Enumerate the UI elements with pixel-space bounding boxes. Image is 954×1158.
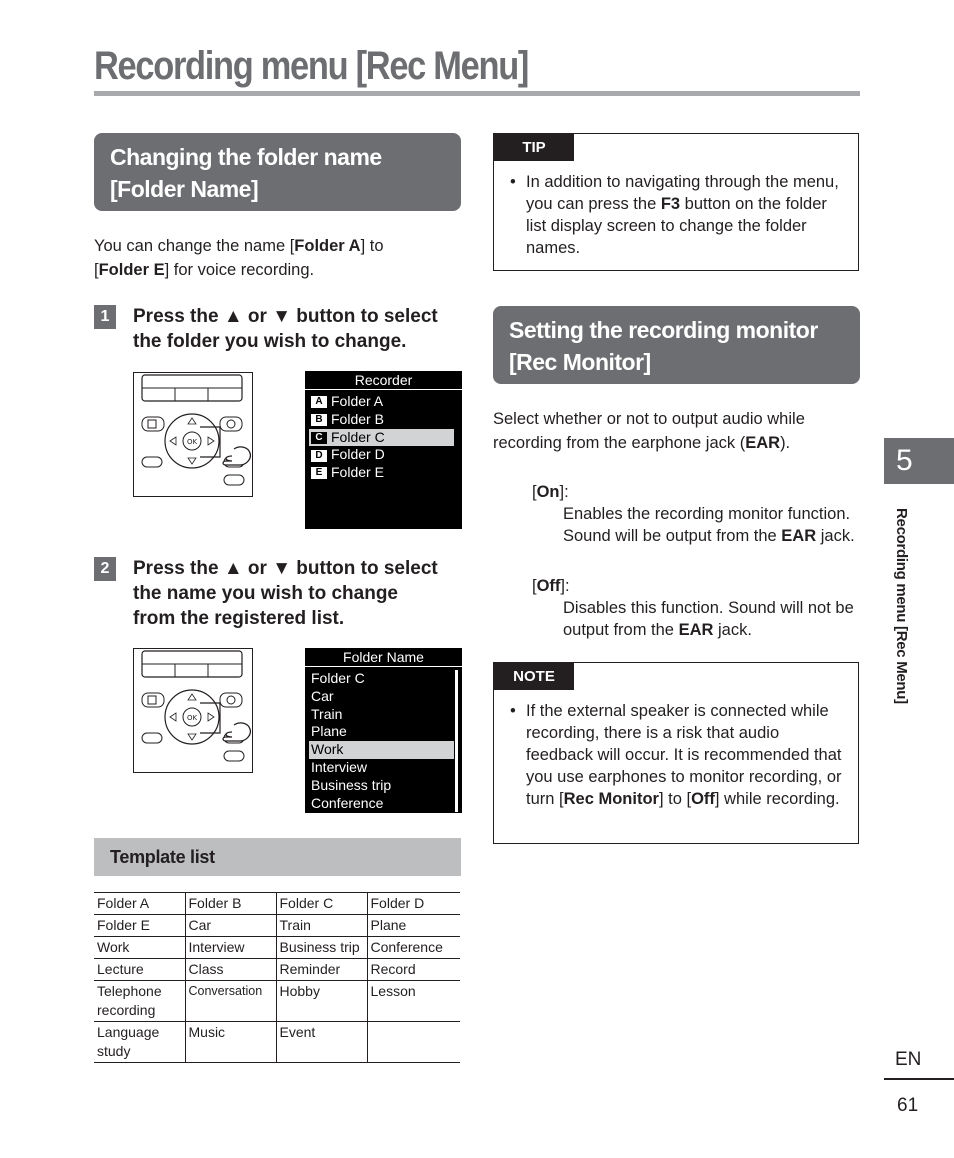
tip-text-part: In addition to navigating through the menu, you can press the (526, 173, 839, 213)
desc-bold-ear: EAR (678, 621, 714, 639)
step-text-part: button to select (291, 306, 438, 327)
intro-text: You can change the name [ (94, 237, 295, 255)
option-off-label (532, 575, 570, 597)
bullet: • (510, 173, 516, 191)
folder-list-item[interactable] (305, 393, 462, 411)
step-text-part: the name you wish to change (133, 583, 398, 604)
folder-list-label: Folder E (331, 464, 384, 481)
intro-text: ] for voice recording. (164, 261, 315, 279)
section-heading-line1: Changing the folder name (110, 144, 382, 170)
bracket: [ (532, 483, 537, 501)
table-cell: Folder A (94, 893, 185, 915)
up-arrow-icon: ▲ (223, 306, 243, 327)
folder-letter-icon: B (311, 414, 327, 426)
table-cell: Business trip (276, 937, 367, 959)
folder-list-item[interactable] (305, 446, 462, 464)
intro-text: [ (94, 261, 99, 279)
table-cell: Event (276, 1022, 367, 1063)
device-illustration (133, 648, 253, 773)
chapter-tab: 5 (884, 438, 954, 484)
name-list-item[interactable] (305, 723, 462, 741)
table-cell: Lecture (94, 959, 185, 981)
rec-monitor-intro (493, 407, 858, 455)
table-cell (367, 1022, 460, 1063)
name-list-label: Interview (311, 758, 368, 775)
intro-bold-folder-a: Folder A (294, 237, 361, 255)
note-box (493, 662, 859, 844)
table-cell: Folder E (94, 915, 185, 937)
folder-list (305, 390, 462, 482)
ok-label: OK (186, 714, 198, 722)
section-heading-line1: Setting the recording monitor (509, 317, 818, 343)
desc-text: Disables this function. Sound will not be output from the (563, 599, 854, 639)
intro-bold-ear: EAR (745, 434, 781, 452)
note-text-part: If the external speaker is connected while recording, there is a risk that audio feedback will occur. It is recommended that you use earphones to monitor recording, or turn [ (526, 702, 842, 808)
note-text (526, 700, 844, 810)
table-cell: Plane (367, 915, 460, 937)
folder-list-item[interactable] (305, 411, 462, 429)
folder-list-label: Folder C (331, 428, 385, 445)
folder-list-item[interactable] (309, 429, 454, 447)
name-list-item[interactable] (305, 759, 462, 777)
step-2-number: 2 (94, 557, 116, 581)
option-on-label (532, 481, 569, 503)
step-text-part: or (242, 306, 273, 327)
folder-name-intro (94, 234, 464, 282)
intro-text: ). (780, 434, 791, 452)
title-rule (94, 91, 860, 96)
down-arrow-icon: ▼ (272, 306, 292, 327)
up-arrow-icon: ▲ (223, 558, 243, 579)
folder-list-label: Folder B (331, 410, 384, 427)
name-list-label: Plane (311, 723, 347, 740)
table-cell: Conversation (185, 981, 276, 1022)
note-text-part: ] while recording. (714, 790, 840, 808)
table-cell: Interview (185, 937, 276, 959)
folder-letter-icon: A (311, 396, 327, 408)
recorder-buttons-icon (134, 373, 251, 495)
template-list-table (94, 892, 460, 1063)
option-off-description (563, 597, 863, 641)
note-bold-rec-monitor: Rec Monitor (563, 790, 659, 808)
tip-tag: TIP (494, 134, 574, 161)
table-cell: Conference (367, 937, 460, 959)
ok-label: OK (186, 438, 198, 446)
bracket: ]: (559, 483, 569, 501)
language-label: EN (895, 1049, 922, 1070)
tip-bold-f3: F3 (660, 195, 681, 213)
table-cell: Hobby (276, 981, 367, 1022)
step-2-text (133, 556, 473, 631)
name-list (305, 667, 462, 812)
table-cell: Class (185, 959, 276, 981)
table-cell: Lesson (367, 981, 460, 1022)
bracket: [ (532, 577, 537, 595)
name-list-item[interactable] (305, 795, 462, 813)
name-list-item[interactable] (305, 670, 462, 688)
table-cell: Telephone recording (94, 981, 185, 1022)
folder-list-label: Folder A (331, 393, 384, 409)
name-list-label: Car (311, 687, 334, 704)
name-list-label: Folder C (311, 670, 365, 686)
table-cell: Folder D (367, 893, 460, 915)
device-illustration (133, 372, 253, 497)
folder-name-screen (305, 648, 462, 813)
option-on-name: On (536, 483, 560, 501)
table-row (94, 937, 460, 959)
name-list-item[interactable] (305, 706, 462, 724)
name-list-label: Train (311, 705, 343, 722)
tip-text-part: button on the folder list display screen to change the folder names. (526, 195, 827, 257)
name-list-label: Business trip (311, 776, 392, 793)
name-list-item[interactable] (309, 741, 454, 759)
folder-list-label: Folder D (331, 446, 385, 463)
table-cell: Record (367, 959, 460, 981)
chapter-label: Recording menu [Rec Menu] (893, 508, 910, 704)
step-text-part: or (242, 558, 273, 579)
step-text-part: the folder you wish to change. (133, 331, 407, 352)
name-list-label: Conference (311, 794, 384, 811)
option-on-description (563, 503, 859, 547)
page-title: Recording menu [Rec Menu] (94, 44, 529, 88)
note-tag: NOTE (494, 663, 574, 690)
bracket: ]: (560, 577, 570, 595)
down-arrow-icon: ▼ (272, 558, 292, 579)
scrollbar[interactable] (455, 670, 458, 812)
tip-text (526, 171, 844, 259)
recorder-screen (305, 371, 462, 529)
section-heading-line2: [Folder Name] (110, 176, 259, 202)
desc-text: jack. (713, 621, 752, 639)
table-cell: Train (276, 915, 367, 937)
intro-bold-folder-e: Folder E (98, 261, 165, 279)
table-row (94, 1022, 460, 1063)
table-row (94, 893, 460, 915)
step-text-part: Press the (133, 558, 224, 579)
table-cell: Music (185, 1022, 276, 1063)
folder-letter-icon: E (311, 467, 327, 479)
table-row (94, 981, 460, 1022)
section-heading-folder-name (94, 133, 461, 211)
table-cell: Work (94, 937, 185, 959)
note-bold-off: Off (691, 790, 715, 808)
folder-letter-icon: D (311, 450, 327, 462)
screen-header: Folder Name (305, 648, 462, 667)
folder-list-item[interactable] (305, 464, 462, 482)
template-list-heading: Template list (94, 838, 461, 876)
step-text-part: from the registered list. (133, 608, 345, 629)
table-cell: Language study (94, 1022, 185, 1063)
folder-letter-icon: C (311, 432, 327, 444)
table-cell: Folder B (185, 893, 276, 915)
tip-box (493, 133, 859, 271)
step-1-text (133, 304, 473, 354)
name-list-label: Work (311, 741, 344, 758)
table-row (94, 959, 460, 981)
table-cell: Reminder (276, 959, 367, 981)
table-cell: Folder C (276, 893, 367, 915)
name-list-item[interactable] (305, 777, 462, 795)
note-text-part: ] to [ (658, 790, 692, 808)
note-item (494, 690, 858, 810)
tip-item (494, 161, 858, 259)
section-heading-rec-monitor (493, 306, 860, 384)
screen-header: Recorder (305, 371, 462, 390)
desc-bold-ear: EAR (781, 527, 817, 545)
desc-text: jack. (816, 527, 855, 545)
step-1-number: 1 (94, 305, 116, 329)
page-number: 61 (897, 1095, 919, 1116)
section-heading-line2: [Rec Monitor] (509, 349, 651, 375)
step-text-part: Press the (133, 306, 224, 327)
table-cell: Car (185, 915, 276, 937)
intro-text: ] to (360, 237, 384, 255)
desc-text: Enables the recording monitor function. Sound will be output from the (563, 505, 851, 545)
step-text-part: button to select (291, 558, 438, 579)
footer-rule (884, 1078, 954, 1080)
option-off-name: Off (536, 577, 561, 595)
name-list-item[interactable] (305, 688, 462, 706)
recorder-buttons-icon (134, 649, 251, 771)
bullet: • (510, 702, 516, 720)
intro-text: Select whether or not to output audio while recording from the earphone jack ( (493, 410, 805, 452)
table-row (94, 915, 460, 937)
